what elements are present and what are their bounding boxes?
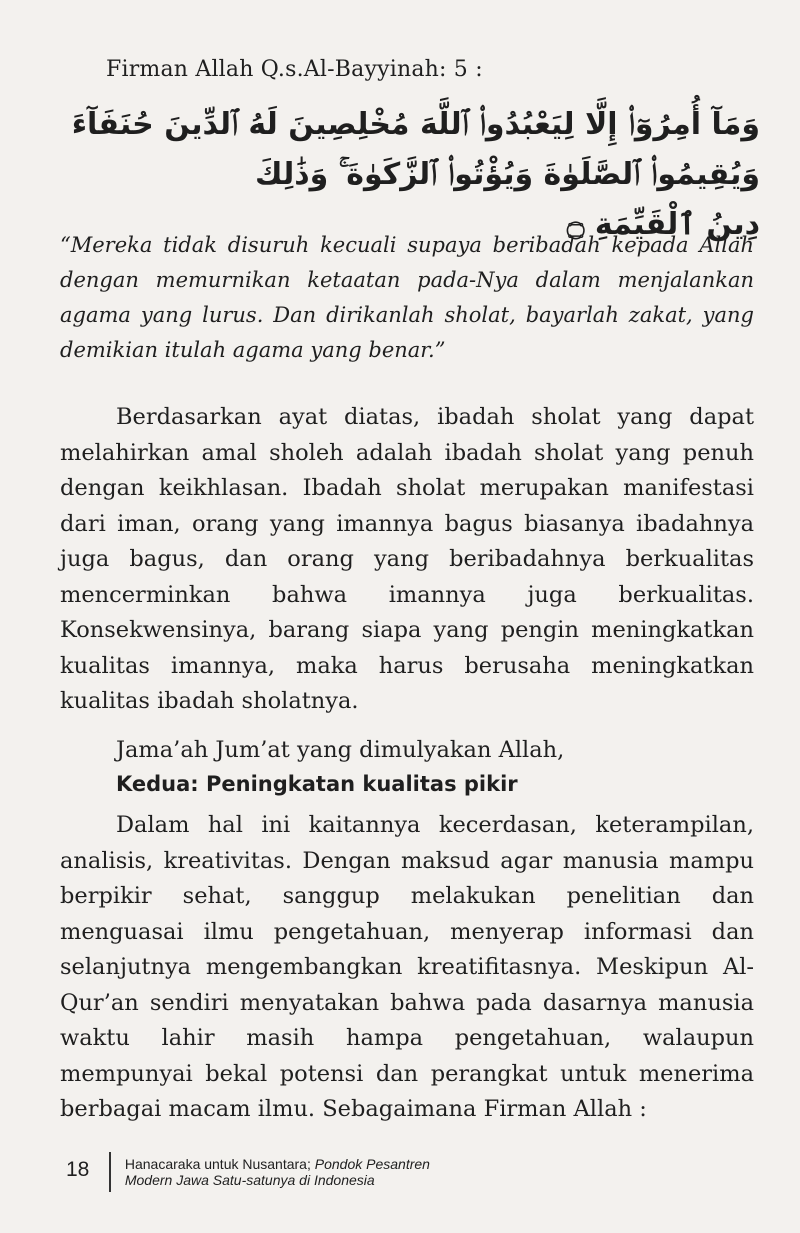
page-footer bbox=[66, 1152, 430, 1192]
body-paragraph-1: Berdasarkan ayat diatas, ibadah sholat yang dapat melahirkan amal sholeh adalah ibadah sholat yang penuh dengan keikhlasan. Ibadah sholat merupakan manifestasi dari iman, orang yang imannya bagus biasanya ibadahnya juga bagus, dan orang yang beribadahnya berkualitas mencerminkan bahwa imannya juga berkualitas. Konsekwensinya, barang siapa yang pengin meningkatkan kualitas imannya, maka harus berusaha meningkatkan kualitas ibadah sholatnya. bbox=[60, 404, 754, 714]
arabic-verse-line-1: وَمَآ أُمِرُوٓا۟ إِلَّا لِيَعْبُدُوا۟ ٱللَّهَ مُخْلِصِينَ لَهُ ٱلدِّينَ حُنَفَآءَ وَيُقِيمُوا۟ ٱلصَّلَوٰةَ وَيُؤْتُوا۟ ٱلزَّكَوٰةَ ۚ وَذَٰلِكَ bbox=[71, 107, 760, 192]
verse-reference: Firman Allah Q.s.Al-Bayyinah: 5 : bbox=[106, 57, 483, 82]
page-number: 18 bbox=[66, 1158, 90, 1181]
section-heading: Kedua: Peningkatan kualitas pikir bbox=[116, 772, 518, 796]
running-title-part-1: Hanacaraka untuk Nusantara; bbox=[124, 1156, 311, 1172]
salutation: Jama’ah Jum’at yang dimulyakan Allah, bbox=[116, 737, 565, 763]
footer-divider bbox=[109, 1152, 111, 1192]
arabic-verse-line-2: دِينُ ٱلْقَيِّمَةِ ۝ bbox=[566, 207, 760, 242]
running-title-part-2: Pondok Pesantren bbox=[314, 1156, 430, 1172]
verse-translation: “Mereka tidak disuruh kecuali supaya beribadah kepada Allah dengan memurnikan ketaatan pada-Nya dalam menjalankan agama yang lurus. Dan dirikanlah sholat, bayarlah zakat, yang demikian itulah agama yang benar.” bbox=[60, 233, 754, 362]
body-paragraph-2: Dalam hal ini kaitannya kecerdasan, keterampilan, analisis, kreativitas. Dengan maksud agar manusia mampu berpikir sehat, sanggup melakukan penelitian dan menguasai ilmu pengetahuan, menyerap informasi dan selanjutnya mengembangkan kreatifitasnya. Meskipun Al-Qur’an sendiri menyatakan bahwa pada dasarnya manusia waktu lahir masih hampa pengetahuan, walaupun mempunyai bekal potensi dan perangkat untuk menerima berbagai macam ilmu. Sebagaimana Firman Allah : bbox=[60, 812, 754, 1122]
running-title bbox=[125, 1152, 430, 1188]
running-title-part-3: Modern Jawa Satu-satunya di Indonesia bbox=[124, 1172, 375, 1188]
